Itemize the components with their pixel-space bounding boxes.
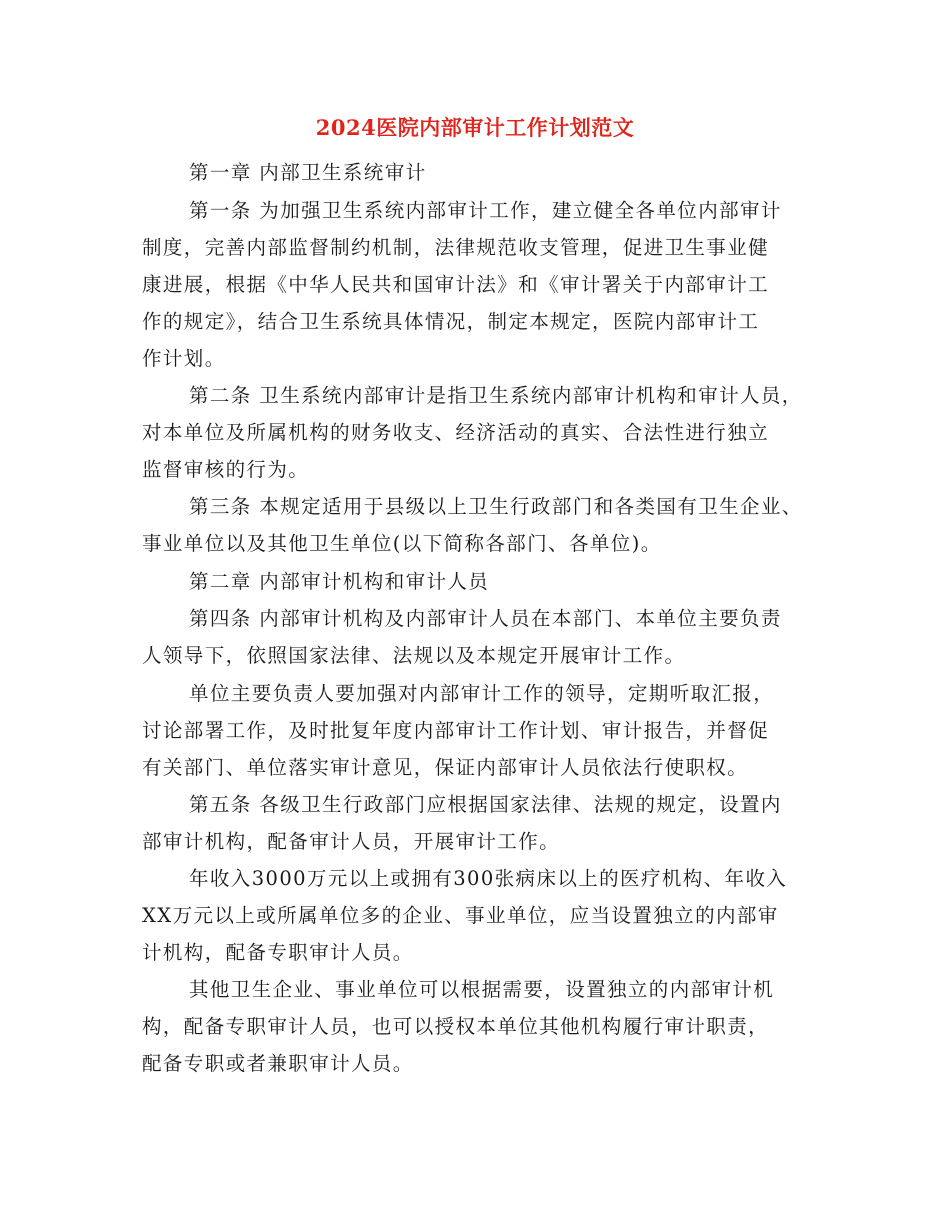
paragraph	[142, 600, 822, 674]
text-line: 第一条 为加强卫生系统内部审计工作，建立健全各单位内部审计	[189, 199, 782, 222]
text-line: 制度，完善内部监督制约机制，法律规范收支管理，促进卫生事业健	[142, 236, 770, 259]
text-line: 第二条 卫生系统内部审计是指卫生系统内部审计机构和审计人员，	[189, 384, 803, 407]
text-line: 第三条 本规定适用于县级以上卫生行政部门和各类国有卫生企业、	[189, 495, 803, 518]
text-line: 对本单位及所属机构的财务收支、经济活动的真实、合法性进行独立	[142, 421, 770, 444]
text-line: 讨论部署工作，及时批复年度内部审计工作计划、审计报告，并督促	[142, 719, 770, 742]
chapter-heading	[142, 154, 822, 191]
paragraph	[142, 971, 822, 1082]
text-line: 作计划。	[142, 347, 226, 370]
text-line: 人领导下，依照国家法律、法规以及本规定开展审计工作。	[142, 644, 686, 667]
text-line: 第二章 内部审计机构和审计人员	[189, 570, 490, 593]
text-line: 第一章 内部卫生系统审计	[189, 161, 427, 184]
text-line: 第四条 内部审计机构及内部审计人员在本部门、本单位主要负责	[189, 607, 782, 630]
text-line: 第五条 各级卫生行政部门应根据国家法律、法规的规定，设置内	[189, 793, 782, 816]
text-line: 有关部门、单位落实审计意见，保证内部审计人员依法行使职权。	[142, 756, 749, 779]
text-line: 其他卫生企业、事业单位可以根据需要，设置独立的内部审计机	[189, 978, 775, 1001]
text-line: 监督审核的行为。	[142, 458, 310, 481]
text-line: 部审计机构，配备审计人员，开展审计工作。	[142, 830, 561, 853]
text-line: 计机构，配备专职审计人员。	[142, 941, 414, 964]
paragraph	[142, 860, 822, 971]
paragraph	[142, 192, 822, 377]
text-line: 构，配备专职审计人员，也可以授权本单位其他机构履行审计职责，	[142, 1015, 770, 1038]
paragraph	[142, 786, 822, 860]
text-line: 配备专职或者兼职审计人员。	[142, 1052, 414, 1075]
paragraph	[142, 377, 822, 488]
text-line: 作的规定》，结合卫生系统具体情况，制定本规定，医院内部审计工	[142, 310, 760, 333]
paragraph	[142, 675, 822, 786]
document-title: 2024医院内部审计工作计划范文	[315, 115, 635, 140]
text-line: 事业单位以及其他卫生单位(以下简称各部门、各单位)。	[142, 532, 662, 555]
text-line: 康进展，根据《中华人民共和国审计法》和《审计署关于内部审计工	[142, 273, 770, 296]
text-line: 年收入3000万元以上或拥有300张病床以上的医疗机构、年收入	[189, 867, 788, 890]
text-line: XX万元以上或所属单位多的企业、事业单位，应当设置独立的内部审	[142, 904, 779, 927]
paragraph	[142, 488, 822, 562]
chapter-heading	[142, 563, 822, 600]
text-line: 单位主要负责人要加强对内部审计工作的领导，定期听取汇报，	[189, 682, 775, 705]
